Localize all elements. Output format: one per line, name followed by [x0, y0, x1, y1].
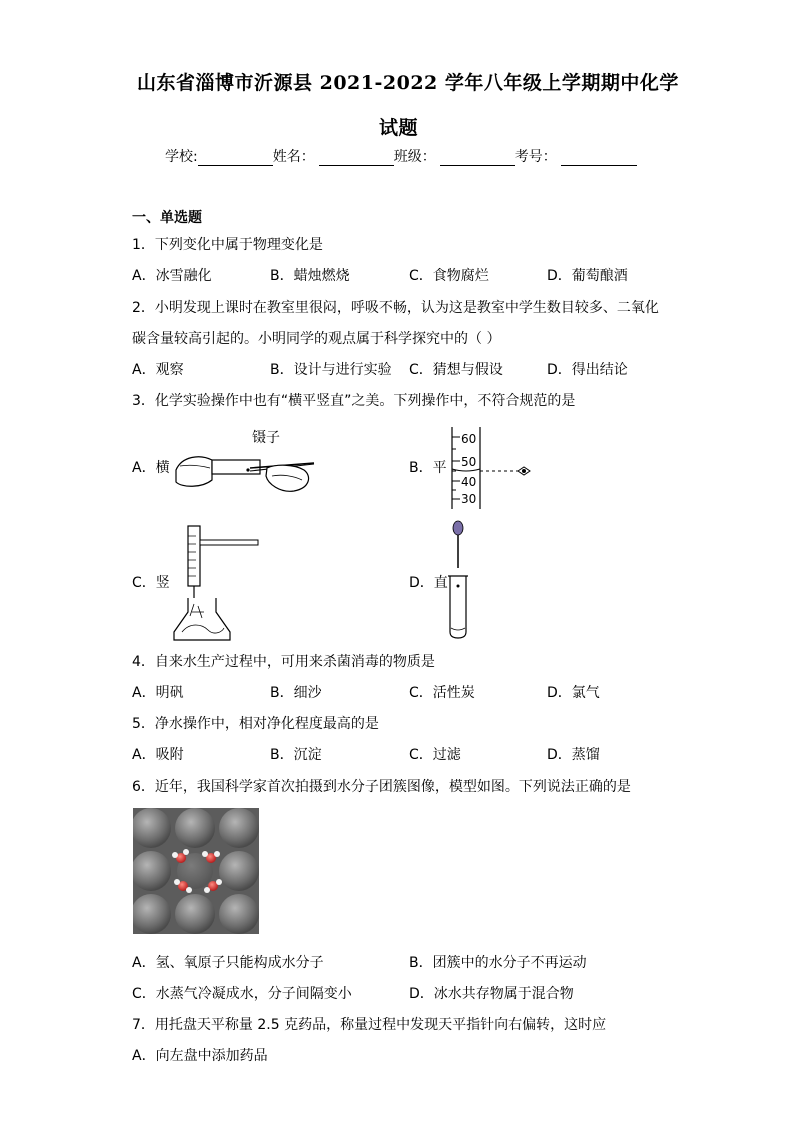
school-blank[interactable]	[198, 151, 273, 166]
q4-stem: 4．自来水生产过程中，可用来杀菌消毒的物质是	[132, 654, 435, 670]
q6-option-a: A．氢、氧原子只能构成水分子	[132, 955, 324, 971]
class-blank[interactable]	[440, 151, 515, 166]
exam-number-blank[interactable]	[561, 151, 637, 166]
q3-stem: 3．化学实验操作中也有“横平竖直”之美。下列操作中，不符合规范的是	[132, 393, 576, 409]
burette-flask-figure	[168, 520, 263, 645]
q6-option-b: B．团簇中的水分子不再运动	[409, 955, 587, 971]
q1-option-b: B．蜡烛燃烧	[270, 268, 350, 284]
q7-option-a: A．向左盘中添加药品	[132, 1048, 268, 1064]
cylinder-tick-50: 50	[461, 455, 477, 469]
q1-stem: 1．下列变化中属于物理变化是	[132, 237, 323, 253]
exam-number-label: 考号：	[514, 149, 557, 165]
name-label: 姓名：	[272, 149, 315, 165]
q2-option-b: B．设计与进行实验	[270, 362, 392, 378]
q5-option-c: C．过滤	[409, 747, 461, 763]
school-label: 学校:	[165, 149, 198, 165]
q3-option-b: B．平	[409, 460, 447, 476]
q5-stem: 5．净水操作中，相对净化程度最高的是	[132, 716, 379, 732]
info-fields	[165, 146, 637, 166]
q4-option-c: C．活性炭	[409, 685, 475, 701]
q4-option-a: A．明矾	[132, 685, 184, 701]
tweezers-test-tube-figure	[172, 440, 322, 495]
q2-option-a: A．观察	[132, 362, 184, 378]
section-heading: 一、单选题	[132, 210, 202, 226]
page-title-line1: 山东省淄博市沂源县 2021-2022 学年八年级上学期期中化学	[137, 72, 679, 94]
q5-option-a: A．吸附	[132, 747, 184, 763]
q6-option-d: D．冰水共存物属于混合物	[409, 986, 574, 1002]
q1-option-a: A．冰雪融化	[132, 268, 212, 284]
q2-option-c: C．猜想与假设	[409, 362, 503, 378]
cylinder-tick-40: 40	[461, 475, 477, 489]
q6-stem: 6．近年，我国科学家首次拍摄到水分子团簇图像，模型如图。下列说法正确的是	[132, 779, 631, 795]
q4-option-d: D．氯气	[547, 685, 600, 701]
q6-option-c: C．水蒸气冷凝成水，分子间隔变小	[132, 986, 352, 1002]
water-cluster-image	[133, 808, 259, 934]
q3-option-d: D．直	[409, 575, 448, 591]
q5-option-d: D．蒸馏	[547, 747, 600, 763]
q3-option-c: C．竖	[132, 575, 170, 591]
name-blank[interactable]	[319, 151, 394, 166]
page-title-line2: 试题	[379, 117, 419, 139]
q4-option-b: B．细沙	[270, 685, 322, 701]
q7-stem: 7．用托盘天平称量 2.5 克药品，称量过程中发现天平指针向右偏转，这时应	[132, 1017, 607, 1033]
q3-option-a: A．横	[132, 460, 170, 476]
q2-stem-line1: 2．小明发现上课时在教室里很闷，呼吸不畅，认为这是教室中学生数目较多、二氧化	[132, 300, 659, 316]
cylinder-tick-60: 60	[461, 432, 477, 446]
q2-option-d: D．得出结论	[547, 362, 628, 378]
cylinder-tick-30: 30	[461, 492, 477, 506]
dropper-test-tube-figure	[446, 518, 476, 643]
q2-stem-line2: 碳含量较高引起的。小明同学的观点属于科学探究中的（ ）	[132, 331, 501, 347]
q3-figure-a-label: 镊子	[252, 430, 280, 446]
q1-option-d: D．葡萄酿酒	[547, 268, 628, 284]
graduated-cylinder-figure	[446, 425, 536, 511]
q5-option-b: B．沉淀	[270, 747, 322, 763]
class-label: 班级：	[393, 149, 436, 165]
q1-option-c: C．食物腐烂	[409, 268, 489, 284]
